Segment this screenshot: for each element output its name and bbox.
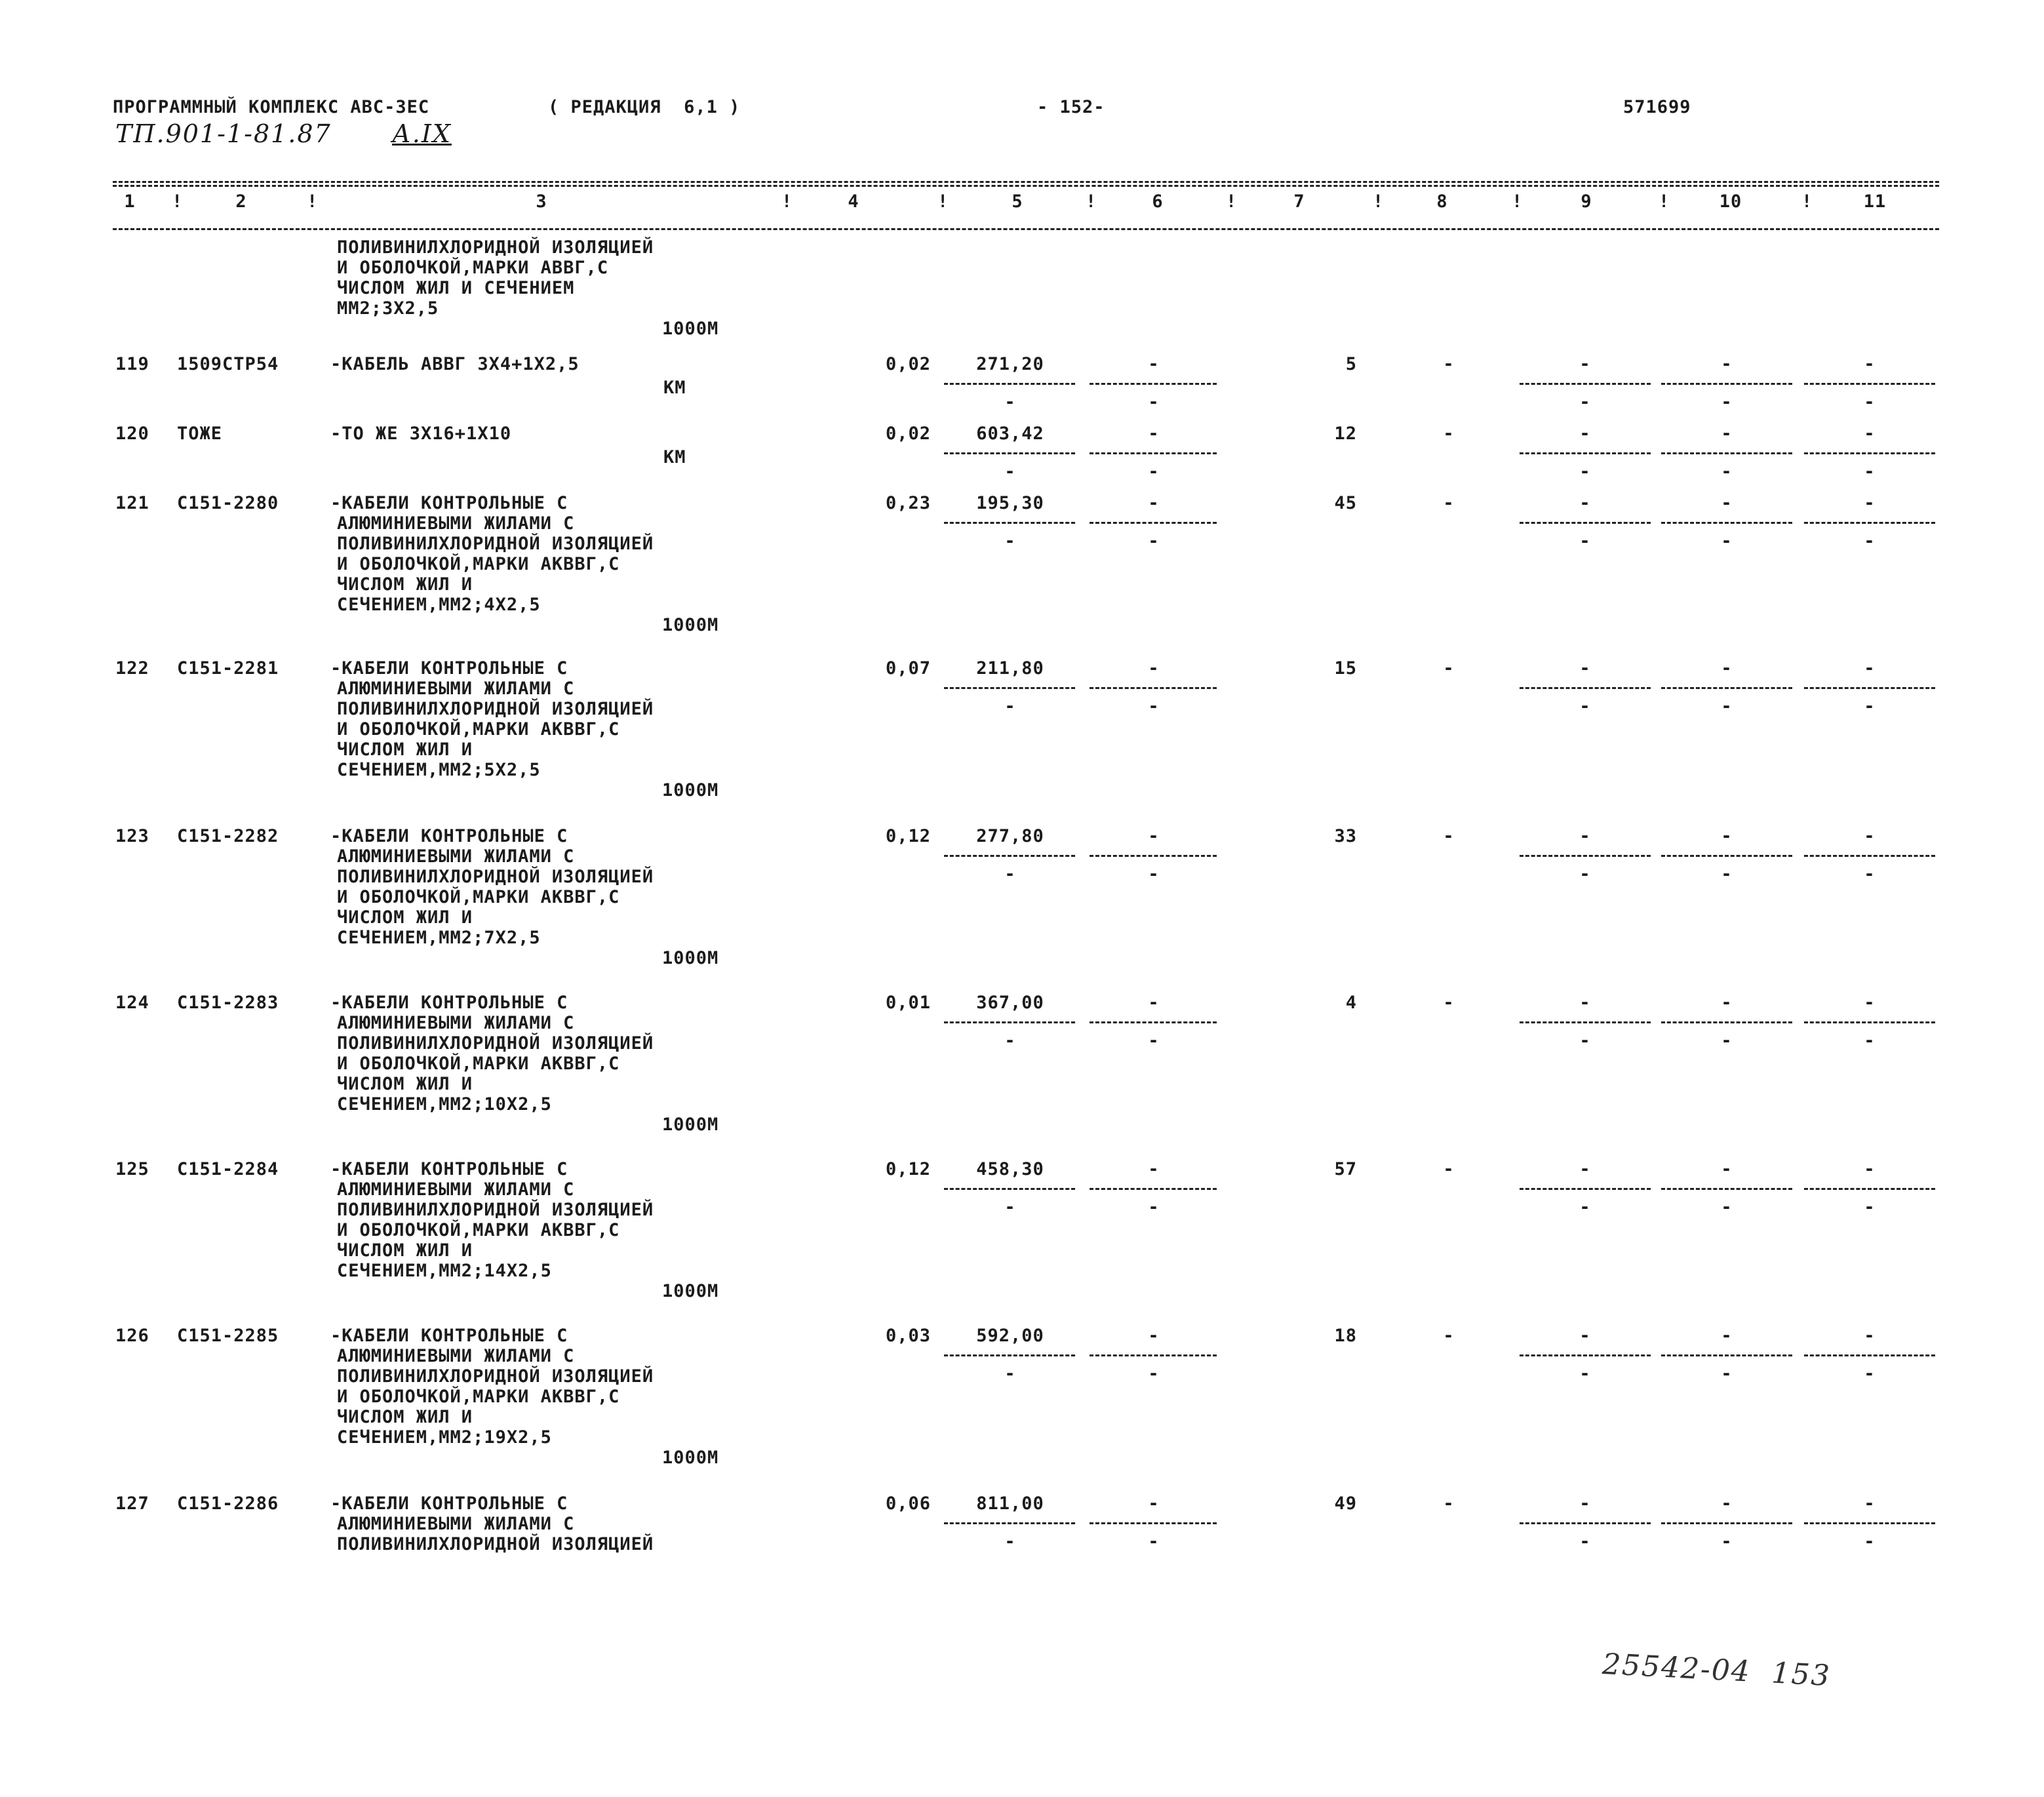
col11-value: - bbox=[1864, 658, 1876, 679]
col6-underline bbox=[1090, 452, 1217, 454]
col6-value: - bbox=[1148, 658, 1160, 679]
description-line: АЛЮМИНИЕВЫМИ ЖИЛАМИ С bbox=[337, 1013, 575, 1033]
col4-value: 0,07 bbox=[885, 658, 931, 679]
handwritten-archive-number: 25542-04 153 bbox=[1601, 1647, 1832, 1693]
col7-value: 15 bbox=[1334, 658, 1357, 679]
col11-underline bbox=[1804, 522, 1935, 524]
col9-lower: - bbox=[1579, 462, 1591, 482]
col11-underline bbox=[1804, 855, 1935, 857]
col10-underline bbox=[1661, 522, 1792, 524]
description-line: И ОБОЛОЧКОЙ,МАРКИ АКВВГ,С bbox=[337, 1387, 620, 1407]
description-line: АЛЮМИНИЕВЫМИ ЖИЛАМИ С bbox=[337, 513, 575, 534]
col9-lower: - bbox=[1579, 864, 1591, 884]
col10-underline bbox=[1661, 687, 1792, 689]
col10-lower: - bbox=[1721, 392, 1733, 412]
col9-lower: - bbox=[1579, 696, 1591, 717]
col10-value: - bbox=[1721, 826, 1733, 846]
column-header-6: 6 bbox=[1152, 191, 1164, 212]
col10-value: - bbox=[1721, 993, 1733, 1013]
description-line: И ОБОЛОЧКОЙ,МАРКИ АКВВГ,С bbox=[337, 887, 620, 907]
col5-lower: - bbox=[1004, 696, 1016, 717]
col11-lower: - bbox=[1864, 392, 1876, 412]
col6-value: - bbox=[1148, 1493, 1160, 1514]
col9-underline bbox=[1520, 383, 1651, 385]
col9-value: - bbox=[1579, 993, 1591, 1013]
col4-value: 0,23 bbox=[885, 493, 931, 513]
col9-value: - bbox=[1579, 424, 1591, 444]
col9-value: - bbox=[1579, 354, 1591, 374]
column-separator: ! bbox=[307, 191, 319, 212]
col9-underline bbox=[1520, 1354, 1651, 1356]
col11-lower: - bbox=[1864, 696, 1876, 717]
description-line: АЛЮМИНИЕВЫМИ ЖИЛАМИ С bbox=[337, 846, 575, 867]
col5-underline bbox=[944, 1522, 1075, 1524]
table-top-rule-2 bbox=[113, 185, 1939, 187]
col7-value: 18 bbox=[1334, 1326, 1357, 1346]
col10-underline bbox=[1661, 1021, 1792, 1023]
col10-lower: - bbox=[1721, 531, 1733, 551]
col11-value: - bbox=[1864, 493, 1876, 513]
description-line: СЕЧЕНИЕМ,ММ2;5Х2,5 bbox=[337, 760, 541, 780]
column-header-3: 3 bbox=[536, 191, 547, 212]
row-number: 126 bbox=[115, 1326, 149, 1346]
col10-lower: - bbox=[1721, 1364, 1733, 1384]
col10-value: - bbox=[1721, 1159, 1733, 1179]
col9-underline bbox=[1520, 687, 1651, 689]
table-top-rule bbox=[113, 181, 1939, 183]
col6-underline bbox=[1090, 1354, 1217, 1356]
col5-underline bbox=[944, 1354, 1075, 1356]
description-line: СЕЧЕНИЕМ,ММ2;19Х2,5 bbox=[337, 1427, 552, 1448]
column-separator: ! bbox=[1512, 191, 1523, 212]
unit-label: 1000М bbox=[662, 1281, 719, 1301]
col7-value: 5 bbox=[1345, 354, 1357, 374]
col9-value: - bbox=[1579, 658, 1591, 679]
description-line: ЧИСЛОМ ЖИЛ И bbox=[337, 1240, 473, 1261]
column-header-2: 2 bbox=[235, 191, 247, 212]
col5-underline bbox=[944, 1188, 1075, 1190]
description-line: -КАБЕЛИ КОНТРОЛЬНЫЕ С bbox=[330, 1159, 568, 1179]
col6-underline bbox=[1090, 855, 1217, 857]
row-code: С151-2285 bbox=[177, 1326, 279, 1346]
col9-value: - bbox=[1579, 493, 1591, 513]
col10-lower: - bbox=[1721, 696, 1733, 717]
col7-value: 12 bbox=[1334, 424, 1357, 444]
col10-underline bbox=[1661, 1522, 1792, 1524]
col10-value: - bbox=[1721, 1326, 1733, 1346]
col6-underline bbox=[1090, 1021, 1217, 1023]
col10-underline bbox=[1661, 383, 1792, 385]
description-line: СЕЧЕНИЕМ,ММ2;7Х2,5 bbox=[337, 928, 541, 948]
col5-lower: - bbox=[1004, 531, 1016, 551]
col5-underline bbox=[944, 452, 1075, 454]
col10-underline bbox=[1661, 1354, 1792, 1356]
description-line: АЛЮМИНИЕВЫМИ ЖИЛАМИ С bbox=[337, 679, 575, 699]
col6-underline bbox=[1090, 687, 1217, 689]
row-code: С151-2282 bbox=[177, 826, 279, 846]
col11-underline bbox=[1804, 1021, 1935, 1023]
row-number: 127 bbox=[115, 1493, 149, 1514]
col5-underline bbox=[944, 1021, 1075, 1023]
col6-lower: - bbox=[1148, 392, 1160, 412]
col11-lower: - bbox=[1864, 1531, 1876, 1552]
col7-value: 45 bbox=[1334, 493, 1357, 513]
col4-value: 0,02 bbox=[885, 354, 931, 374]
col8-value: - bbox=[1443, 993, 1455, 1013]
col5-value: 367,00 bbox=[976, 993, 1044, 1013]
description-line: -КАБЕЛИ КОНТРОЛЬНЫЕ С bbox=[330, 1326, 568, 1346]
col10-lower: - bbox=[1721, 1197, 1733, 1217]
col5-underline bbox=[944, 383, 1075, 385]
description-line: ПОЛИВИНИЛХЛОРИДНОЙ ИЗОЛЯЦИЕЙ bbox=[337, 534, 654, 554]
col10-value: - bbox=[1721, 493, 1733, 513]
col11-value: - bbox=[1864, 826, 1876, 846]
col5-value: 603,42 bbox=[976, 424, 1044, 444]
col9-lower: - bbox=[1579, 392, 1591, 412]
col4-value: 0,02 bbox=[885, 424, 931, 444]
col10-value: - bbox=[1721, 1493, 1733, 1514]
column-separator: ! bbox=[1226, 191, 1238, 212]
col5-underline bbox=[944, 687, 1075, 689]
col7-value: 49 bbox=[1334, 1493, 1357, 1514]
col6-value: - bbox=[1148, 993, 1160, 1013]
description-line: ПОЛИВИНИЛХЛОРИДНОЙ ИЗОЛЯЦИЕЙ bbox=[337, 699, 654, 719]
col6-value: - bbox=[1148, 493, 1160, 513]
column-header-5: 5 bbox=[1012, 191, 1023, 212]
description-line: -КАБЕЛИ КОНТРОЛЬНЫЕ С bbox=[330, 1493, 568, 1514]
col9-lower: - bbox=[1579, 531, 1591, 551]
program-name: ПРОГРАММНЫЙ КОМПЛЕКС АВС-3ЕС bbox=[113, 97, 430, 117]
description-line: ПОЛИВИНИЛХЛОРИДНОЙ ИЗОЛЯЦИЕЙ bbox=[337, 1366, 654, 1387]
col6-lower: - bbox=[1148, 1364, 1160, 1384]
col8-value: - bbox=[1443, 658, 1455, 679]
col9-value: - bbox=[1579, 1493, 1591, 1514]
col11-lower: - bbox=[1864, 531, 1876, 551]
row-code: ТОЖЕ bbox=[177, 424, 223, 444]
row-code: С151-2280 bbox=[177, 493, 279, 513]
description-line: И ОБОЛОЧКОЙ,МАРКИ АВВГ,С bbox=[337, 258, 609, 278]
unit-label: 1000М bbox=[662, 319, 719, 339]
table-header-bottom-rule bbox=[113, 228, 1939, 230]
col11-value: - bbox=[1864, 1159, 1876, 1179]
col4-value: 0,06 bbox=[885, 1493, 931, 1514]
row-number: 123 bbox=[115, 826, 149, 846]
description-line: И ОБОЛОЧКОЙ,МАРКИ АКВВГ,С bbox=[337, 719, 620, 740]
col6-value: - bbox=[1148, 424, 1160, 444]
col11-underline bbox=[1804, 687, 1935, 689]
row-number: 122 bbox=[115, 658, 149, 679]
col5-value: 277,80 bbox=[976, 826, 1044, 846]
col7-value: 33 bbox=[1334, 826, 1357, 846]
col6-value: - bbox=[1148, 354, 1160, 374]
col6-value: - bbox=[1148, 1159, 1160, 1179]
col7-value: 4 bbox=[1345, 993, 1357, 1013]
col11-underline bbox=[1804, 452, 1935, 454]
col11-lower: - bbox=[1864, 462, 1876, 482]
row-number: 120 bbox=[115, 424, 149, 444]
col6-lower: - bbox=[1148, 1531, 1160, 1552]
col9-value: - bbox=[1579, 826, 1591, 846]
description-line: АЛЮМИНИЕВЫМИ ЖИЛАМИ С bbox=[337, 1346, 575, 1366]
description-line: ПОЛИВИНИЛХЛОРИДНОЙ ИЗОЛЯЦИЕЙ bbox=[337, 237, 654, 258]
project-code: ТП.901-1-81.87 bbox=[115, 119, 332, 148]
col6-value: - bbox=[1148, 1326, 1160, 1346]
column-header-1: 1 bbox=[124, 191, 136, 212]
col11-underline bbox=[1804, 1354, 1935, 1356]
col5-lower: - bbox=[1004, 392, 1016, 412]
description-line: АЛЮМИНИЕВЫМИ ЖИЛАМИ С bbox=[337, 1514, 575, 1534]
column-separator: ! bbox=[1373, 191, 1385, 212]
col11-value: - bbox=[1864, 1493, 1876, 1514]
col11-value: - bbox=[1864, 1326, 1876, 1346]
col11-value: - bbox=[1864, 993, 1876, 1013]
col6-lower: - bbox=[1148, 462, 1160, 482]
col9-underline bbox=[1520, 1021, 1651, 1023]
col6-lower: - bbox=[1148, 864, 1160, 884]
col5-underline bbox=[944, 855, 1075, 857]
col6-lower: - bbox=[1148, 531, 1160, 551]
document-number: 571699 bbox=[1623, 97, 1691, 117]
description-line: -КАБЕЛИ КОНТРОЛЬНЫЕ С bbox=[330, 993, 568, 1013]
col10-underline bbox=[1661, 855, 1792, 857]
description-line: ММ2;3Х2,5 bbox=[337, 298, 439, 319]
page-number: - 152- bbox=[1037, 97, 1105, 117]
col11-lower: - bbox=[1864, 1031, 1876, 1051]
col5-lower: - bbox=[1004, 1531, 1016, 1552]
col10-lower: - bbox=[1721, 864, 1733, 884]
column-header-10: 10 bbox=[1719, 191, 1742, 212]
col5-value: 211,80 bbox=[976, 658, 1044, 679]
column-header-11: 11 bbox=[1863, 191, 1887, 212]
col4-value: 0,12 bbox=[885, 826, 931, 846]
col7-value: 57 bbox=[1334, 1159, 1357, 1179]
col9-lower: - bbox=[1579, 1531, 1591, 1552]
col9-value: - bbox=[1579, 1326, 1591, 1346]
col9-underline bbox=[1520, 855, 1651, 857]
col5-lower: - bbox=[1004, 462, 1016, 482]
column-header-7: 7 bbox=[1293, 191, 1305, 212]
col8-value: - bbox=[1443, 1493, 1455, 1514]
col10-value: - bbox=[1721, 354, 1733, 374]
col6-underline bbox=[1090, 1522, 1217, 1524]
col6-lower: - bbox=[1148, 1031, 1160, 1051]
col11-underline bbox=[1804, 383, 1935, 385]
column-separator: ! bbox=[1801, 191, 1813, 212]
col5-lower: - bbox=[1004, 1197, 1016, 1217]
column-header-8: 8 bbox=[1436, 191, 1448, 212]
col9-underline bbox=[1520, 522, 1651, 524]
edition-label: ( РЕДАКЦИЯ 6,1 ) bbox=[548, 97, 741, 117]
column-separator: ! bbox=[781, 191, 793, 212]
row-code: С151-2286 bbox=[177, 1493, 279, 1514]
col4-value: 0,01 bbox=[885, 993, 931, 1013]
row-code: С151-2283 bbox=[177, 993, 279, 1013]
description-line: И ОБОЛОЧКОЙ,МАРКИ АКВВГ,С bbox=[337, 1220, 620, 1240]
col8-value: - bbox=[1443, 354, 1455, 374]
description-line: СЕЧЕНИЕМ,ММ2;4Х2,5 bbox=[337, 595, 541, 615]
row-number: 124 bbox=[115, 993, 149, 1013]
column-separator: ! bbox=[1659, 191, 1670, 212]
col10-lower: - bbox=[1721, 1531, 1733, 1552]
unit-label: 1000М bbox=[662, 780, 719, 800]
col9-underline bbox=[1520, 1522, 1651, 1524]
description-line: АЛЮМИНИЕВЫМИ ЖИЛАМИ С bbox=[337, 1179, 575, 1200]
row-number: 125 bbox=[115, 1159, 149, 1179]
description-line: ЧИСЛОМ ЖИЛ И bbox=[337, 907, 473, 928]
description-line: ПОЛИВИНИЛХЛОРИДНОЙ ИЗОЛЯЦИЕЙ bbox=[337, 867, 654, 887]
col5-value: 592,00 bbox=[976, 1326, 1044, 1346]
col5-lower: - bbox=[1004, 1364, 1016, 1384]
row-number: 119 bbox=[115, 354, 149, 374]
row-number: 121 bbox=[115, 493, 149, 513]
description-line: СЕЧЕНИЕМ,ММ2;14Х2,5 bbox=[337, 1261, 552, 1281]
col10-lower: - bbox=[1721, 462, 1733, 482]
col5-value: 271,20 bbox=[976, 354, 1044, 374]
col5-value: 811,00 bbox=[976, 1493, 1044, 1514]
col10-underline bbox=[1661, 452, 1792, 454]
col6-value: - bbox=[1148, 826, 1160, 846]
col5-value: 195,30 bbox=[976, 493, 1044, 513]
unit-label: КМ bbox=[663, 447, 686, 467]
col8-value: - bbox=[1443, 424, 1455, 444]
column-separator: ! bbox=[172, 191, 184, 212]
col8-value: - bbox=[1443, 826, 1455, 846]
unit-label: 1000М bbox=[662, 615, 719, 635]
description-line: ПОЛИВИНИЛХЛОРИДНОЙ ИЗОЛЯЦИЕЙ bbox=[337, 1033, 654, 1054]
col9-lower: - bbox=[1579, 1364, 1591, 1384]
description-line: И ОБОЛОЧКОЙ,МАРКИ АКВВГ,С bbox=[337, 554, 620, 574]
col10-value: - bbox=[1721, 424, 1733, 444]
col5-value: 458,30 bbox=[976, 1159, 1044, 1179]
description-line: -КАБЕЛИ КОНТРОЛЬНЫЕ С bbox=[330, 826, 568, 846]
column-header-9: 9 bbox=[1581, 191, 1592, 212]
col5-underline bbox=[944, 522, 1075, 524]
col6-lower: - bbox=[1148, 1197, 1160, 1217]
col9-underline bbox=[1520, 452, 1651, 454]
col10-underline bbox=[1661, 1188, 1792, 1190]
description-line: ЧИСЛОМ ЖИЛ И bbox=[337, 1074, 473, 1094]
col9-lower: - bbox=[1579, 1197, 1591, 1217]
col10-value: - bbox=[1721, 658, 1733, 679]
row-code: 1509СТР54 bbox=[177, 354, 279, 374]
description-line: -ТО ЖЕ 3Х16+1Х10 bbox=[330, 424, 512, 444]
description-line: СЕЧЕНИЕМ,ММ2;10Х2,5 bbox=[337, 1094, 552, 1115]
col11-lower: - bbox=[1864, 1364, 1876, 1384]
col6-underline bbox=[1090, 383, 1217, 385]
column-separator: ! bbox=[937, 191, 949, 212]
unit-label: 1000М bbox=[662, 1448, 719, 1468]
col4-value: 0,12 bbox=[885, 1159, 931, 1179]
col8-value: - bbox=[1443, 1159, 1455, 1179]
description-line: ЧИСЛОМ ЖИЛ И bbox=[337, 1407, 473, 1427]
album-label: А.IX bbox=[392, 119, 452, 148]
col11-value: - bbox=[1864, 354, 1876, 374]
column-separator: ! bbox=[1086, 191, 1097, 212]
col6-lower: - bbox=[1148, 696, 1160, 717]
description-line: -КАБЕЛИ КОНТРОЛЬНЫЕ С bbox=[330, 493, 568, 513]
row-code: С151-2284 bbox=[177, 1159, 279, 1179]
col8-value: - bbox=[1443, 1326, 1455, 1346]
col11-lower: - bbox=[1864, 864, 1876, 884]
col5-lower: - bbox=[1004, 864, 1016, 884]
column-header-4: 4 bbox=[848, 191, 859, 212]
col11-lower: - bbox=[1864, 1197, 1876, 1217]
unit-label: КМ bbox=[663, 378, 686, 398]
unit-label: 1000М bbox=[662, 948, 719, 968]
unit-label: 1000М bbox=[662, 1115, 719, 1135]
description-line: -КАБЕЛЬ АВВГ 3Х4+1Х2,5 bbox=[330, 354, 580, 374]
col8-value: - bbox=[1443, 493, 1455, 513]
description-line: ЧИСЛОМ ЖИЛ И bbox=[337, 740, 473, 760]
col6-underline bbox=[1090, 1188, 1217, 1190]
col9-value: - bbox=[1579, 1159, 1591, 1179]
col9-lower: - bbox=[1579, 1031, 1591, 1051]
row-code: С151-2281 bbox=[177, 658, 279, 679]
col11-underline bbox=[1804, 1188, 1935, 1190]
col11-value: - bbox=[1864, 424, 1876, 444]
description-line: ЧИСЛОМ ЖИЛ И СЕЧЕНИЕМ bbox=[337, 278, 575, 298]
col10-lower: - bbox=[1721, 1031, 1733, 1051]
col4-value: 0,03 bbox=[885, 1326, 931, 1346]
col6-underline bbox=[1090, 522, 1217, 524]
description-line: ПОЛИВИНИЛХЛОРИДНОЙ ИЗОЛЯЦИЕЙ bbox=[337, 1200, 654, 1220]
description-line: ЧИСЛОМ ЖИЛ И bbox=[337, 574, 473, 595]
col9-underline bbox=[1520, 1188, 1651, 1190]
col11-underline bbox=[1804, 1522, 1935, 1524]
description-line: ПОЛИВИНИЛХЛОРИДНОЙ ИЗОЛЯЦИЕЙ bbox=[337, 1534, 654, 1554]
description-line: И ОБОЛОЧКОЙ,МАРКИ АКВВГ,С bbox=[337, 1054, 620, 1074]
col5-lower: - bbox=[1004, 1031, 1016, 1051]
description-line: -КАБЕЛИ КОНТРОЛЬНЫЕ С bbox=[330, 658, 568, 679]
